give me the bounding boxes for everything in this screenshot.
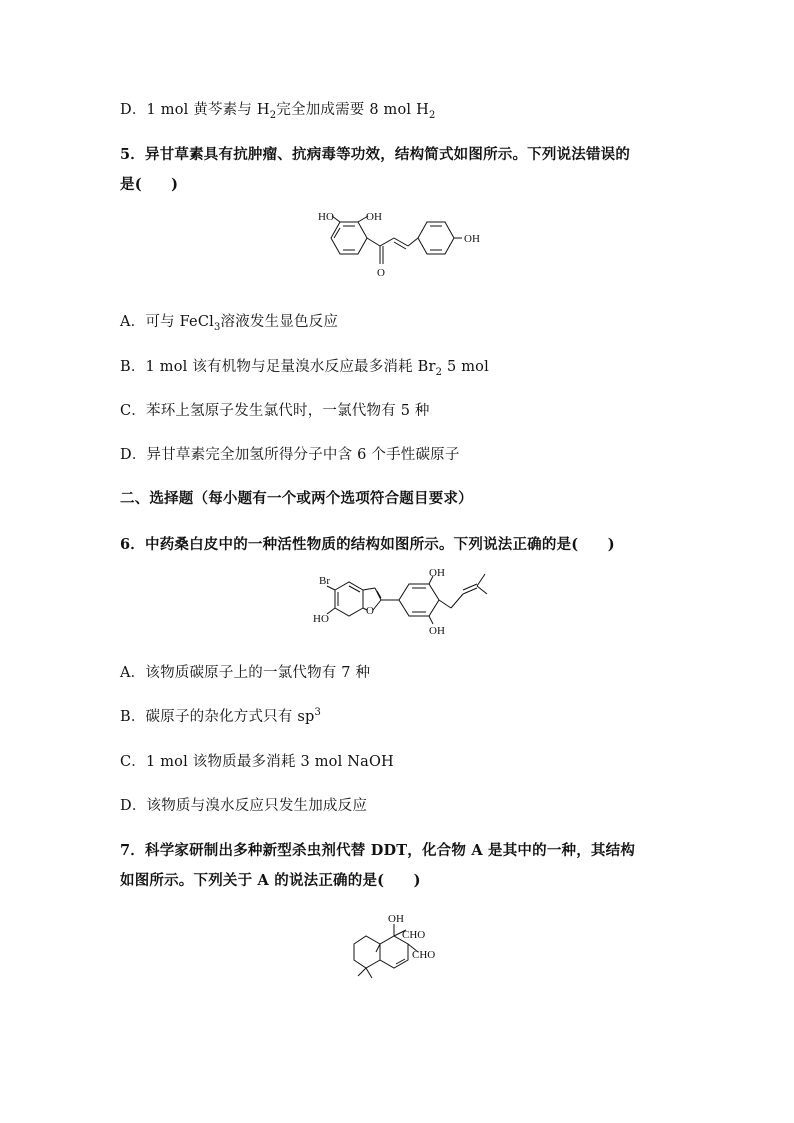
svg-text:OH: OH bbox=[429, 625, 445, 637]
svg-text:O: O bbox=[366, 605, 374, 617]
q6-option-b: B．碳原子的杂化方式只有 $sp^3$ bbox=[120, 707, 322, 725]
svg-text:HO: HO bbox=[313, 613, 329, 625]
svg-text:OH: OH bbox=[429, 568, 445, 579]
q7-stem-line2: 如图所示。下列关于 A 的说法正确的是( ) bbox=[120, 872, 421, 889]
svg-text:Br: Br bbox=[319, 575, 330, 587]
q5-option-d: D．异甘草素完全加氢所得分子中含 6 个手性碳原子 bbox=[120, 447, 460, 463]
svg-text:OH: OH bbox=[464, 233, 480, 245]
q5-left-ring bbox=[331, 222, 367, 254]
svg-text:CHO: CHO bbox=[412, 949, 436, 961]
section-2-heading: 二、选择题（每小题有一个或两个选项符合题目要求） bbox=[120, 490, 473, 507]
q7-stem-line1: 7．科学家研制出多种新型杀虫剂代替 DDT，化合物 A 是其中的一种，其结构 bbox=[120, 842, 636, 859]
q6-option-c: C．1 mol 该物质最多消耗 3 mol NaOH bbox=[120, 754, 394, 770]
q5-option-a: A．可与 FeCl$_3$溶液发生显色反应 bbox=[120, 314, 339, 333]
q6-option-a: A．该物质碳原子上的一氯代物有 7 种 bbox=[120, 665, 371, 681]
svg-text:CHO: CHO bbox=[402, 929, 426, 941]
q5-stem-line1: 5．异甘草素具有抗肿瘤、抗病毒等功效，结构简式如图所示。下列说法错误的 bbox=[120, 146, 631, 163]
svg-text:OH: OH bbox=[388, 913, 404, 925]
q5-structure-isoliquiritigenin bbox=[310, 208, 500, 290]
q7-structure-compound-a bbox=[340, 910, 460, 990]
q4-option-d: D．1 mol 黄芩素与 $H_2$完全加成需要 8 mol $H_2$ bbox=[120, 102, 436, 121]
svg-text:HO: HO bbox=[318, 211, 334, 223]
svg-text:OH: OH bbox=[366, 211, 382, 223]
svg-text:O: O bbox=[377, 267, 385, 279]
q5-stem-line2: 是( ) bbox=[120, 176, 179, 193]
q6-stem: 6．中药桑白皮中的一种活性物质的结构如图所示。下列说法正确的是( ) bbox=[120, 536, 615, 553]
q6-right-benzene bbox=[399, 584, 439, 616]
q6-structure bbox=[305, 568, 505, 640]
q6-option-d: D．该物质与溴水反应只发生加成反应 bbox=[120, 798, 368, 814]
q5-option-c: C．苯环上氢原子发生氯代时，一氯代物有 5 种 bbox=[120, 403, 430, 419]
q6-benzofuran-benzene bbox=[335, 582, 363, 616]
q5-right-ring bbox=[418, 222, 454, 254]
q5-option-b: B．1 mol 该有机物与足量溴水反应最多消耗 $Br_2$ 5 mol bbox=[120, 359, 489, 378]
